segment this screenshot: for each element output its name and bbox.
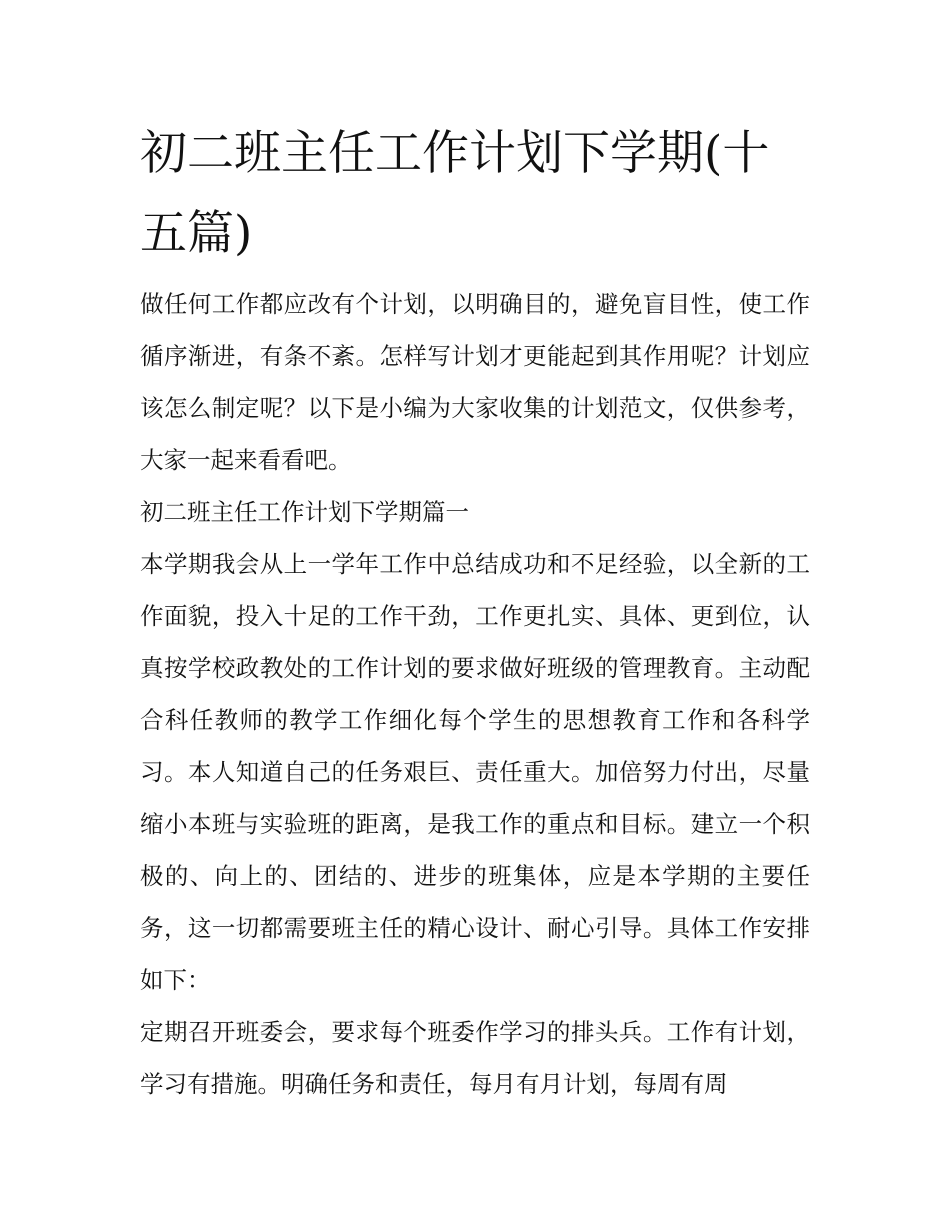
body-paragraph: 本学期我会从上一学年工作中总结成功和不足经验，以全新的工作面貌，投入十足的工作干劲，工作更扎实、具体、更到位，认真按学校政教处的工作计划的要求做好班级的管理教育。主动配合科任教师的教学工作细化每个学生的思想教育工作和各科学习。本人知道自己的任务艰巨、责任重大。加倍努力付出，尽量缩小本班与实验班的距离，是我工作的重点和目标。建立一个积极的、向上的、团结的、进步的班集体，应是本学期的主要任务，这一切都需要班主任的精心设计、耐心引导。具体工作安排如下： <box>140 550 810 994</box>
document-body <box>140 278 810 1110</box>
section-heading: 初二班主任工作计划下学期篇一 <box>140 498 469 526</box>
document-title: 初二班主任工作计划下学期(十五篇) <box>140 126 770 261</box>
intro-paragraph: 做任何工作都应改有个计划，以明确目的，避免盲目性，使工作循序渐进，有条不紊。怎样写计划才更能起到其作用呢？计划应该怎么制定呢？以下是小编为大家收集的计划范文，仅供参考，大家一起来看看吧。 <box>140 290 810 474</box>
body-paragraph: 定期召开班委会，要求每个班委作学习的排头兵。工作有计划，学习有措施。明确任务和责任，每月有月计划，每周有周 <box>140 1018 810 1098</box>
